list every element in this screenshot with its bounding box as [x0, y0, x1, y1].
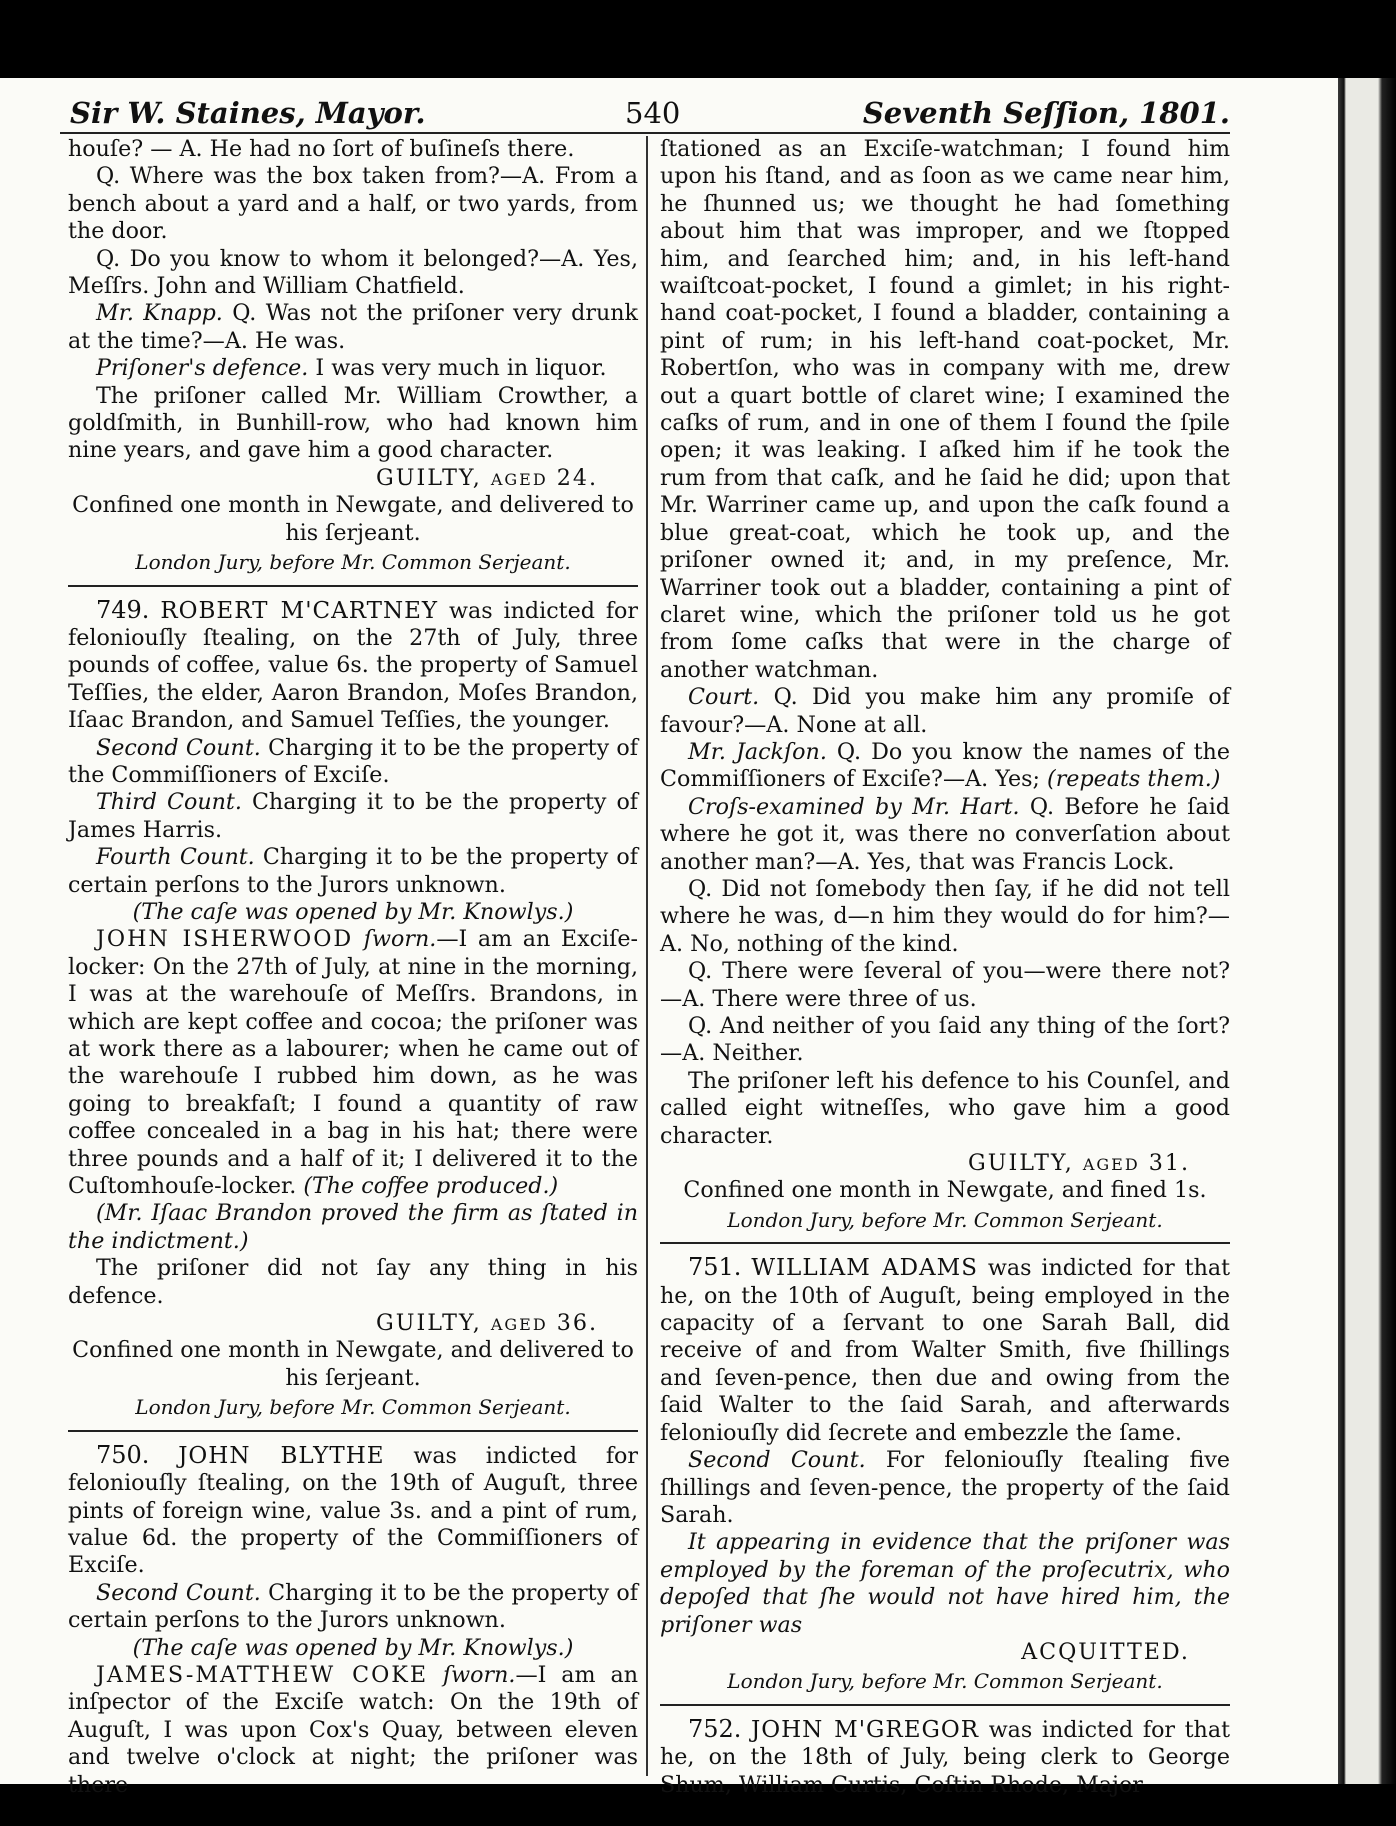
paragraph: Q. Where was the box taken from?—A. From a bench about a yard and a half, or two yards, from the door.: [68, 163, 638, 245]
witness-name: JAMES-MATTHEW COKE: [96, 1661, 429, 1688]
defendant-name: WILLIAM ADAMS: [751, 1255, 978, 1282]
paragraph: [68, 355, 638, 382]
paragraph: The priſoner left his defence to his Counſel, and called eight witneſſes, who gave him a good character.: [660, 1067, 1230, 1149]
document-page: [0, 78, 1338, 1798]
count-text: Charging it to be the property of James Harris.: [68, 789, 639, 843]
brandon-note: (Mr. Iſaac Brandon proved the firm as ſtated in the indictment.): [68, 1200, 638, 1254]
verdict: GUILTY, aged 24.: [376, 464, 598, 491]
count-text: Charging it to be the property of certain perſons to the Jurors unknown.: [68, 1579, 639, 1634]
jury-line: London Jury, before Mr. Common Serjeant.: [727, 1207, 1163, 1232]
jury-line: London Jury, before Mr. Common Serjeant.: [135, 550, 571, 575]
paragraph: Q. And neither of you ſaid any thing of the ſort?—A. Neither.: [660, 1013, 1230, 1067]
count-text: Charging it to be the property of certain perſons to the Jurors unknown.: [68, 844, 638, 898]
count-text: Charging it to be the property of the Commiſſioners of Exciſe.: [68, 734, 639, 788]
count-text: For feloniouſly ſtealing five ſhillings and ſeven-pence, the property of the ſaid Sarah.: [660, 1447, 1230, 1528]
running-header: [70, 88, 1230, 136]
case-text: was indicted for feloniouſly ſtealing, on the 27th of July, three pounds of coffee, value 6s. the property of Samuel Teſſies, the elder, Aaron Brandon, Moſes Brandon, Iſaac Brandon, and Samuel Teſſies, the younger.: [68, 597, 638, 734]
count-label: Second Count.: [688, 1447, 866, 1474]
witness-name: JOHN ISHERWOOD: [96, 926, 354, 953]
testimony: [68, 926, 638, 1200]
testimony-text: —I am an Exciſe-locker: On the 27th of July, at nine in the morning, I was at the warehouſe of Meſſrs. Brandons, in which are kept coffee and cocoa; the priſoner was at work there as a labourer; when he came out of the warehouſe I rubbed him down, as he was going to breakfaſt; I found a quantity of raw coffee concealed in a bag in his hat; there were three pounds and a half of it; I delivered it to the Cuſtomhouſe-locker.: [68, 926, 638, 1200]
paragraph: [68, 300, 638, 355]
case-number: 750.: [96, 1440, 150, 1469]
verdict: ACQUITTED.: [1021, 1638, 1190, 1665]
case-divider: [68, 1430, 638, 1432]
paragraph: Q. There were ſeveral of you—were there not? —A. There were three of us.: [660, 958, 1230, 1012]
speaker-label: Croſs-examined by Mr. Hart.: [688, 793, 1020, 820]
case-text: was indicted for that he, on the 10th of Auguſt, being employed in the capacity of a ſervant to one Sarah Ball, did receive of and from Walter Smith, five ſhillings and ſeven-pence, then due and owing from the ſaid Walter to the ſaid Sarah, and afterwards feloniouſly did ſecrete and embezzle the ſame.: [660, 1255, 1231, 1446]
case-heading: [68, 597, 638, 735]
paragraph: Q. Did not ſomebody then ſay, if he did not tell where he was, d—n him they would do for him?—A. No, nothing of the kind.: [660, 875, 1230, 957]
paragraph: Q. Do you know to whom it belonged?—A. Yes, Meſſrs. John and William Chatfield.: [68, 245, 638, 300]
paragraph: ſtationed as an Exciſe-watchman; I found him upon his ſtand, and as ſoon as we came near him, he ſhunned us; we thought he had ſomething about him that was improper, and we ſtopped him, and ſearched him; and, in his left-hand waiſtcoat-pocket, I found a gimlet; in his right-hand coat-pocket, I found a bladder, containing a pint of rum; in his left-hand coat-pocket, Mr. Robertſon, who was in company with me, drew out a quart bottle of claret wine; I examined the caſks of rum, and in one of them I found the ſpile open; it was leaking. I aſked him if he took the rum from that caſk, and he ſaid he did; upon that Mr. Warriner came up, and upon the caſk found a blue great-coat, which he took up, and the priſoner owned it; and, in my preſence, Mr. Warriner took out a bladder, containing a pint of claret wine, which the priſoner told us he got from ſome caſks that were in the charge of another watchman.: [660, 136, 1230, 683]
page-edge: [1338, 78, 1396, 1784]
right-column: [660, 136, 1230, 1799]
count: [68, 1580, 638, 1635]
paragraph-text: Q. Before he ſaid where he got it, was there no converſation about another man?—A. Yes, that was Francis Lock.: [660, 793, 1230, 875]
header-rule: [60, 132, 1230, 134]
header-left: Sir W. Staines, Mayor.: [70, 96, 426, 130]
sentence: Confined one month in Newgate, and delivered to his ſerjeant.: [72, 492, 634, 546]
case-divider: [660, 1242, 1230, 1244]
paragraph: [660, 739, 1230, 794]
case-divider: [660, 1704, 1230, 1706]
case-text: was indicted for that he, on the 18th of July, being clerk to George Shum, William Curtis, Coſtin Rhode, Major: [660, 1716, 1230, 1798]
paragraph-text: Q. Was not the priſoner very drunk at the time?—A. He was.: [68, 300, 638, 354]
count-label: Third Count.: [96, 789, 242, 816]
opened-note: (The caſe was opened by Mr. Knowlys.): [132, 1634, 574, 1661]
speaker-label: Court.: [688, 684, 760, 711]
jury-line: London Jury, before Mr. Common Serjeant.: [727, 1669, 1163, 1694]
case-divider: [68, 585, 638, 587]
case-number: 752.: [688, 1714, 742, 1743]
paragraph: houſe? — A. He had no ſort of buſineſs there.: [68, 136, 575, 162]
page-number: 540: [625, 96, 681, 130]
sworn-label: ſworn.: [442, 1661, 516, 1688]
paragraph-text: Q. Did you make him any promiſe of favour?—A. None at all.: [660, 684, 1230, 738]
paragraph: The priſoner called Mr. William Crowther, a goldſmith, in Bunhill-row, who had known him nine years, and gave him a good character.: [68, 382, 638, 464]
testimony-text: —I am an inſpector of the Exciſe watch: On the 19th of Auguſt, I was upon Cox's Quay, between eleven and twelve o'clock at night; the priſoner was there: [68, 1661, 638, 1798]
evidence-note: It appearing in evidence that the priſoner was employed by the foreman of the proſecutrix, who depoſed that ſhe would not have hired him, the priſoner was: [660, 1529, 1230, 1638]
defendant-name: ROBERT M'CARTNEY: [160, 597, 439, 624]
paragraph-note: (repeats them.): [1047, 766, 1221, 793]
paragraph-text: I was very much in liquor.: [315, 355, 607, 382]
left-column: [68, 136, 638, 1799]
opened-note: (The caſe was opened by Mr. Knowlys.): [132, 898, 574, 925]
jury-line: London Jury, before Mr. Common Serjeant.: [135, 1395, 571, 1420]
verdict: GUILTY, aged 31.: [968, 1150, 1190, 1177]
count: [68, 844, 638, 899]
defendant-name: JOHN M'GREGOR: [751, 1716, 980, 1743]
case-text: was indicted for feloniouſly ſtealing, on the 19th of Auguſt, three pints of foreign wine, value 3s. and a pint of rum, value 6d. the property of the Commiſſioners of Exciſe.: [68, 1442, 638, 1579]
header-right: Seventh Seſſion, 1801.: [862, 96, 1230, 130]
testimony: [68, 1662, 638, 1799]
case-heading: [660, 1716, 1230, 1799]
speaker-label: Mr. Knapp.: [96, 300, 223, 327]
case-heading: [68, 1442, 638, 1580]
paragraph-text: Q. Do you know the names of the Commiſſioners of Exciſe?—A. Yes;: [660, 738, 1230, 793]
case-heading: [660, 1254, 1230, 1447]
case-number: 749.: [96, 595, 150, 624]
speaker-label: Mr. Jackſon.: [688, 738, 827, 765]
count-label: Fourth Count.: [96, 844, 255, 871]
sentence: Confined one month in Newgate, and fined 1s.: [683, 1177, 1207, 1204]
column-rule: [646, 136, 648, 1776]
defendant-name: JOHN BLYTHE: [178, 1442, 385, 1469]
verdict: GUILTY, aged 36.: [376, 1310, 598, 1337]
defence-line: The priſoner did not ſay any thing in his defence.: [68, 1255, 638, 1309]
sworn-label: ſworn.: [363, 926, 437, 953]
paragraph: [660, 794, 1230, 876]
paragraph: [660, 684, 1230, 739]
count-label: Second Count.: [96, 1579, 261, 1606]
count: [660, 1447, 1230, 1529]
sentence: Confined one month in Newgate, and delivered to his ſerjeant.: [72, 1337, 634, 1391]
count: [68, 789, 638, 844]
count-label: Second Count.: [96, 734, 261, 761]
speaker-label: Priſoner's defence.: [96, 355, 309, 382]
testimony-note: (The coffee produced.): [303, 1173, 559, 1200]
count: [68, 735, 638, 790]
case-number: 751.: [688, 1253, 742, 1282]
